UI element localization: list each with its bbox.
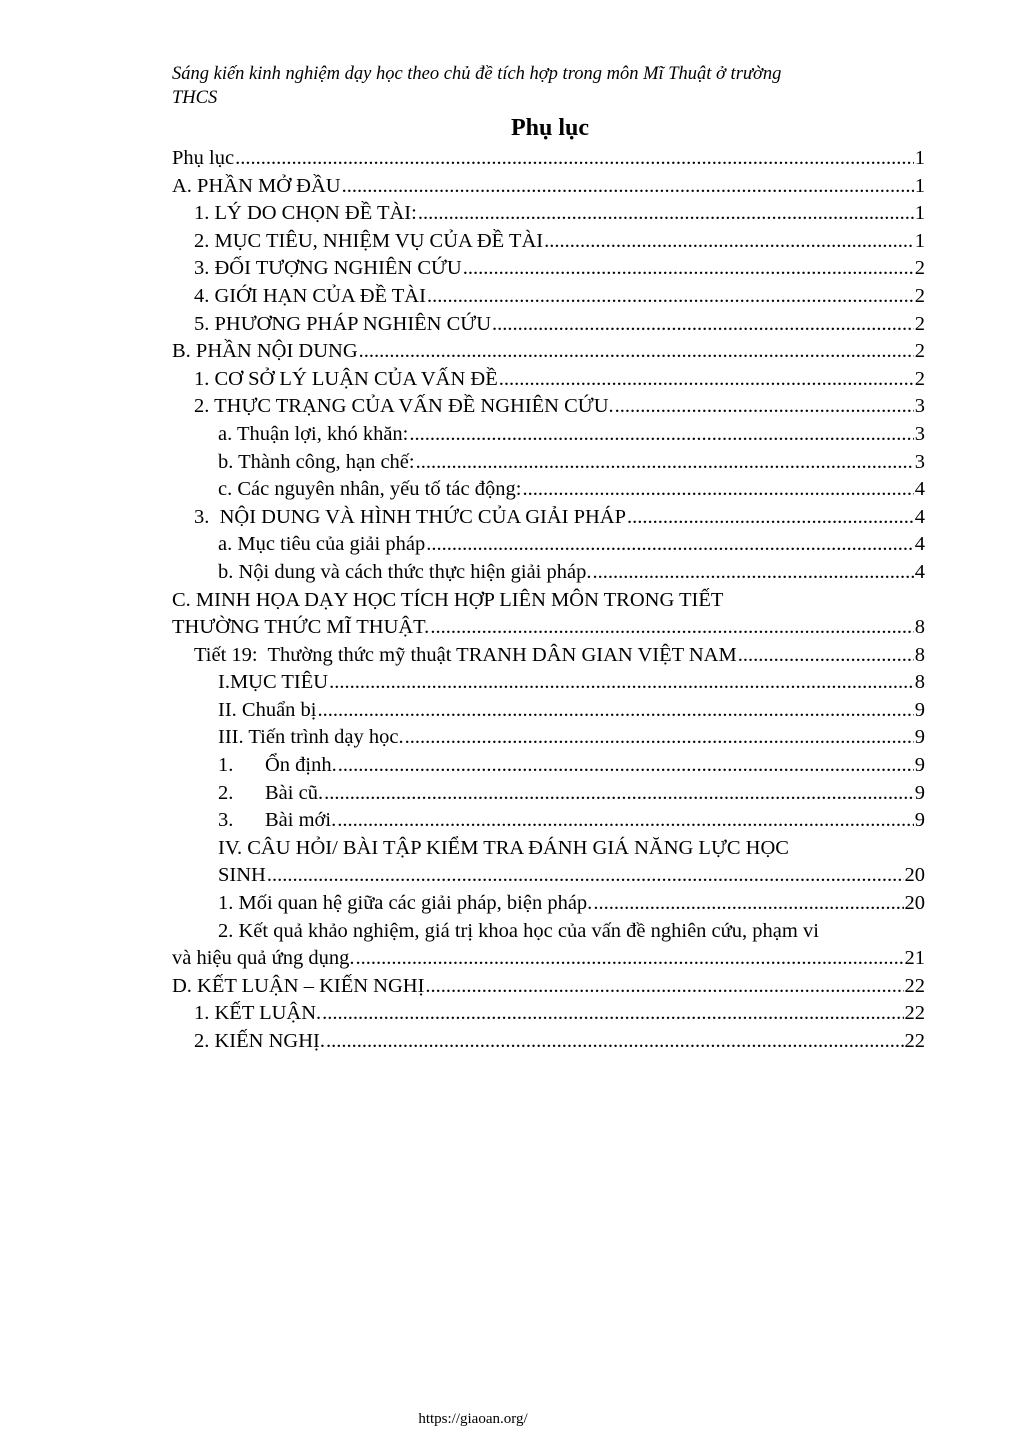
- toc-entry-page: 3: [914, 422, 925, 445]
- toc-entry-text: Bài cũ.: [265, 781, 324, 804]
- toc-entry-text-line1: 2. Kết quả khảo nghiệm, giá trị khoa học của vấn đề nghiên cứu, phạm vi: [218, 919, 819, 942]
- dot-leader: [425, 973, 903, 1001]
- toc-entry-number: 2.: [218, 781, 234, 804]
- toc-entry-page: 20: [904, 892, 925, 915]
- toc-entry[interactable]: [172, 724, 925, 752]
- toc-entry[interactable]: [172, 752, 925, 780]
- dot-leader: [326, 1028, 904, 1056]
- dot-leader: [337, 807, 914, 835]
- dot-leader: [235, 145, 914, 173]
- dot-leader: [593, 890, 903, 918]
- toc-entry-text: A. PHẦN MỞ ĐẦU: [172, 174, 341, 197]
- toc-entry-page: 2: [914, 312, 925, 335]
- toc-entry-text: 1. CƠ SỞ LÝ LUẬN CỦA VẤN ĐỀ: [194, 367, 498, 390]
- dot-leader: [522, 476, 913, 504]
- header-line-2: THCS: [172, 88, 218, 108]
- toc-entry-text: và hiệu quả ứng dụng.: [172, 947, 355, 970]
- toc-entry-text: 1. LÝ DO CHỌN ĐỀ TÀI:: [194, 202, 417, 225]
- toc-entry[interactable]: [172, 283, 925, 311]
- toc-entry-text: Phụ lục: [172, 147, 235, 169]
- dot-leader: [463, 255, 914, 283]
- toc-entry-page: 2: [914, 257, 925, 280]
- toc-entry-page: 9: [914, 809, 925, 832]
- toc-entry[interactable]: [172, 669, 925, 697]
- toc-entry-text: D. KẾT LUẬN – KIẾN NGHỊ: [172, 974, 425, 997]
- toc-entry-text: 1. KẾT LUẬN.: [194, 1002, 322, 1025]
- toc-entry[interactable]: [172, 531, 925, 559]
- dot-leader: [615, 393, 914, 421]
- toc-entry[interactable]: [172, 587, 925, 642]
- toc-entry-text: 1. Mối quan hệ giữa các giải pháp, biện pháp.: [218, 892, 593, 915]
- dot-leader: [329, 669, 914, 697]
- dot-leader: [427, 283, 914, 311]
- toc-entry-text-line1: IV. CÂU HỎI/ BÀI TẬP KIỂM TRA ĐÁNH GIÁ NĂNG LỰC HỌC: [218, 836, 789, 859]
- toc-entry-page: 9: [914, 698, 925, 721]
- toc-entry[interactable]: [172, 173, 925, 201]
- dot-leader: [544, 228, 914, 256]
- dot-leader: [418, 200, 914, 228]
- toc-entry-page: 1: [914, 202, 925, 225]
- toc-entry-page: 2: [914, 340, 925, 363]
- toc-entry[interactable]: [172, 918, 925, 973]
- dot-leader: [267, 862, 904, 890]
- toc-entry[interactable]: [172, 890, 925, 918]
- toc-entry[interactable]: [172, 1000, 925, 1028]
- toc-entry-page: 1: [914, 174, 925, 197]
- toc-entry-text: II. Chuẩn bị: [218, 698, 317, 721]
- toc-entry-page: 8: [914, 671, 925, 694]
- dot-leader: [592, 559, 913, 587]
- toc-entry-text: 5. PHƯƠNG PHÁP NGHIÊN CỨU: [194, 312, 491, 335]
- toc-entry[interactable]: [172, 476, 925, 504]
- toc-entry[interactable]: [172, 338, 925, 366]
- toc-entry-page: 1: [914, 147, 925, 169]
- toc-entry-page: 20: [904, 864, 925, 887]
- toc-entry[interactable]: [172, 200, 925, 228]
- header-line-1: Sáng kiến kinh nghiệm dạy học theo chủ đề tích hợp trong môn Mĩ Thuật ở trường: [172, 64, 782, 84]
- toc-entry-page: 4: [914, 560, 925, 583]
- toc-entry-page: 8: [914, 616, 925, 639]
- page-title: Phụ lục: [510, 115, 590, 141]
- running-header: [172, 62, 892, 110]
- toc-entry-page: 4: [914, 533, 925, 556]
- toc-entry[interactable]: [172, 228, 925, 256]
- toc-entry-text: 2. THỰC TRẠNG CỦA VẤN ĐỀ NGHIÊN CỨU.: [194, 395, 614, 418]
- toc-entry[interactable]: [172, 559, 925, 587]
- toc-entry-text: a. Mục tiêu của giải pháp: [218, 533, 426, 556]
- dot-leader: [338, 752, 914, 780]
- dot-leader: [430, 614, 913, 642]
- toc-entry-page: 22: [904, 974, 925, 997]
- dot-leader: [318, 697, 914, 725]
- toc-entry[interactable]: [172, 366, 925, 394]
- toc-entry-number: 1.: [218, 754, 234, 777]
- toc-entry-text: 3. NỘI DUNG VÀ HÌNH THỨC CỦA GIẢI PHÁP: [194, 505, 626, 528]
- toc-entry-number: 3.: [218, 809, 234, 832]
- toc-entry-text: 2. KIẾN NGHỊ.: [194, 1030, 325, 1052]
- toc-entry-text: I.MỤC TIÊU: [218, 671, 329, 694]
- toc-entry-text: B. PHẦN NỘI DUNG: [172, 340, 358, 363]
- toc-entry-page: 1: [914, 229, 925, 252]
- toc-entry-text: b. Nội dung và cách thức thực hiện giải pháp.: [218, 560, 592, 583]
- toc-entry[interactable]: [172, 145, 925, 173]
- toc-entry[interactable]: [172, 393, 925, 421]
- toc-entry-text: c. Các nguyên nhân, yếu tố tác động:: [218, 478, 522, 501]
- toc-entry-page: 22: [904, 1030, 925, 1052]
- toc-entry[interactable]: [172, 421, 925, 449]
- toc-entry[interactable]: [172, 780, 925, 808]
- toc-entry-text-line1: C. MINH HỌA DẠY HỌC TÍCH HỢP LIÊN MÔN TRONG TIẾT: [172, 588, 724, 611]
- toc-entry-text: a. Thuận lợi, khó khăn:: [218, 422, 409, 445]
- footer-url[interactable]: https://giaoan.org/: [418, 1411, 528, 1427]
- toc-entry[interactable]: [172, 697, 925, 725]
- toc-entry-page: 4: [914, 478, 925, 501]
- toc-entry-text: b. Thành công, hạn chế:: [218, 450, 415, 473]
- toc-entry-text: 2. MỤC TIÊU, NHIỆM VỤ CỦA ĐỀ TÀI: [194, 229, 544, 252]
- toc-entry-text: 3. ĐỐI TƯỢNG NGHIÊN CỨU: [194, 257, 462, 280]
- toc-entry-text: III. Tiến trình dạy học.: [218, 726, 404, 749]
- toc-entry-page: 9: [914, 726, 925, 749]
- dot-leader: [499, 366, 914, 394]
- dot-leader: [409, 421, 913, 449]
- toc-entry[interactable]: [172, 835, 925, 890]
- dot-leader: [359, 338, 914, 366]
- toc-entry[interactable]: [172, 449, 925, 477]
- toc-entry-page: 9: [914, 754, 925, 777]
- dot-leader: [342, 173, 914, 201]
- dot-leader: [324, 780, 914, 808]
- toc-entry-text: 4. GIỚI HẠN CỦA ĐỀ TÀI: [194, 284, 426, 307]
- toc-entry-page: 3: [914, 395, 925, 418]
- toc-entry-page: 2: [914, 367, 925, 390]
- dot-leader: [492, 311, 914, 339]
- toc-entry[interactable]: [172, 504, 925, 532]
- dot-leader: [738, 642, 914, 670]
- dot-leader: [322, 1000, 903, 1028]
- toc-entry-text: Bài mới.: [265, 809, 337, 832]
- dot-leader: [426, 531, 914, 559]
- toc-entry[interactable]: [172, 311, 925, 339]
- toc-entry-page: 9: [914, 781, 925, 804]
- toc-entry-text: Tiết 19: Thường thức mỹ thuật TRANH DÂN GIAN VIỆT NAM: [194, 643, 737, 666]
- toc-entry[interactable]: [172, 973, 925, 1001]
- toc-entry-page: 22: [904, 1002, 925, 1025]
- toc-entry-page: 21: [904, 947, 925, 970]
- toc-entry-page: 2: [914, 284, 925, 307]
- table-of-contents: [172, 145, 925, 1056]
- toc-entry[interactable]: [172, 1028, 925, 1056]
- dot-leader: [416, 449, 914, 477]
- toc-entry[interactable]: [172, 642, 925, 670]
- toc-entry-text: THƯỜNG THỨC MĨ THUẬT.: [172, 616, 430, 639]
- toc-entry-page: 3: [914, 450, 925, 473]
- toc-entry-page: 8: [914, 643, 925, 666]
- toc-entry-page: 4: [914, 505, 925, 528]
- dot-leader: [355, 945, 903, 973]
- toc-entry-text: Ổn định.: [265, 754, 337, 777]
- toc-entry[interactable]: [172, 255, 925, 283]
- toc-entry-text: SINH: [218, 864, 266, 887]
- dot-leader: [405, 724, 914, 752]
- toc-entry[interactable]: [172, 807, 925, 835]
- dot-leader: [627, 504, 914, 532]
